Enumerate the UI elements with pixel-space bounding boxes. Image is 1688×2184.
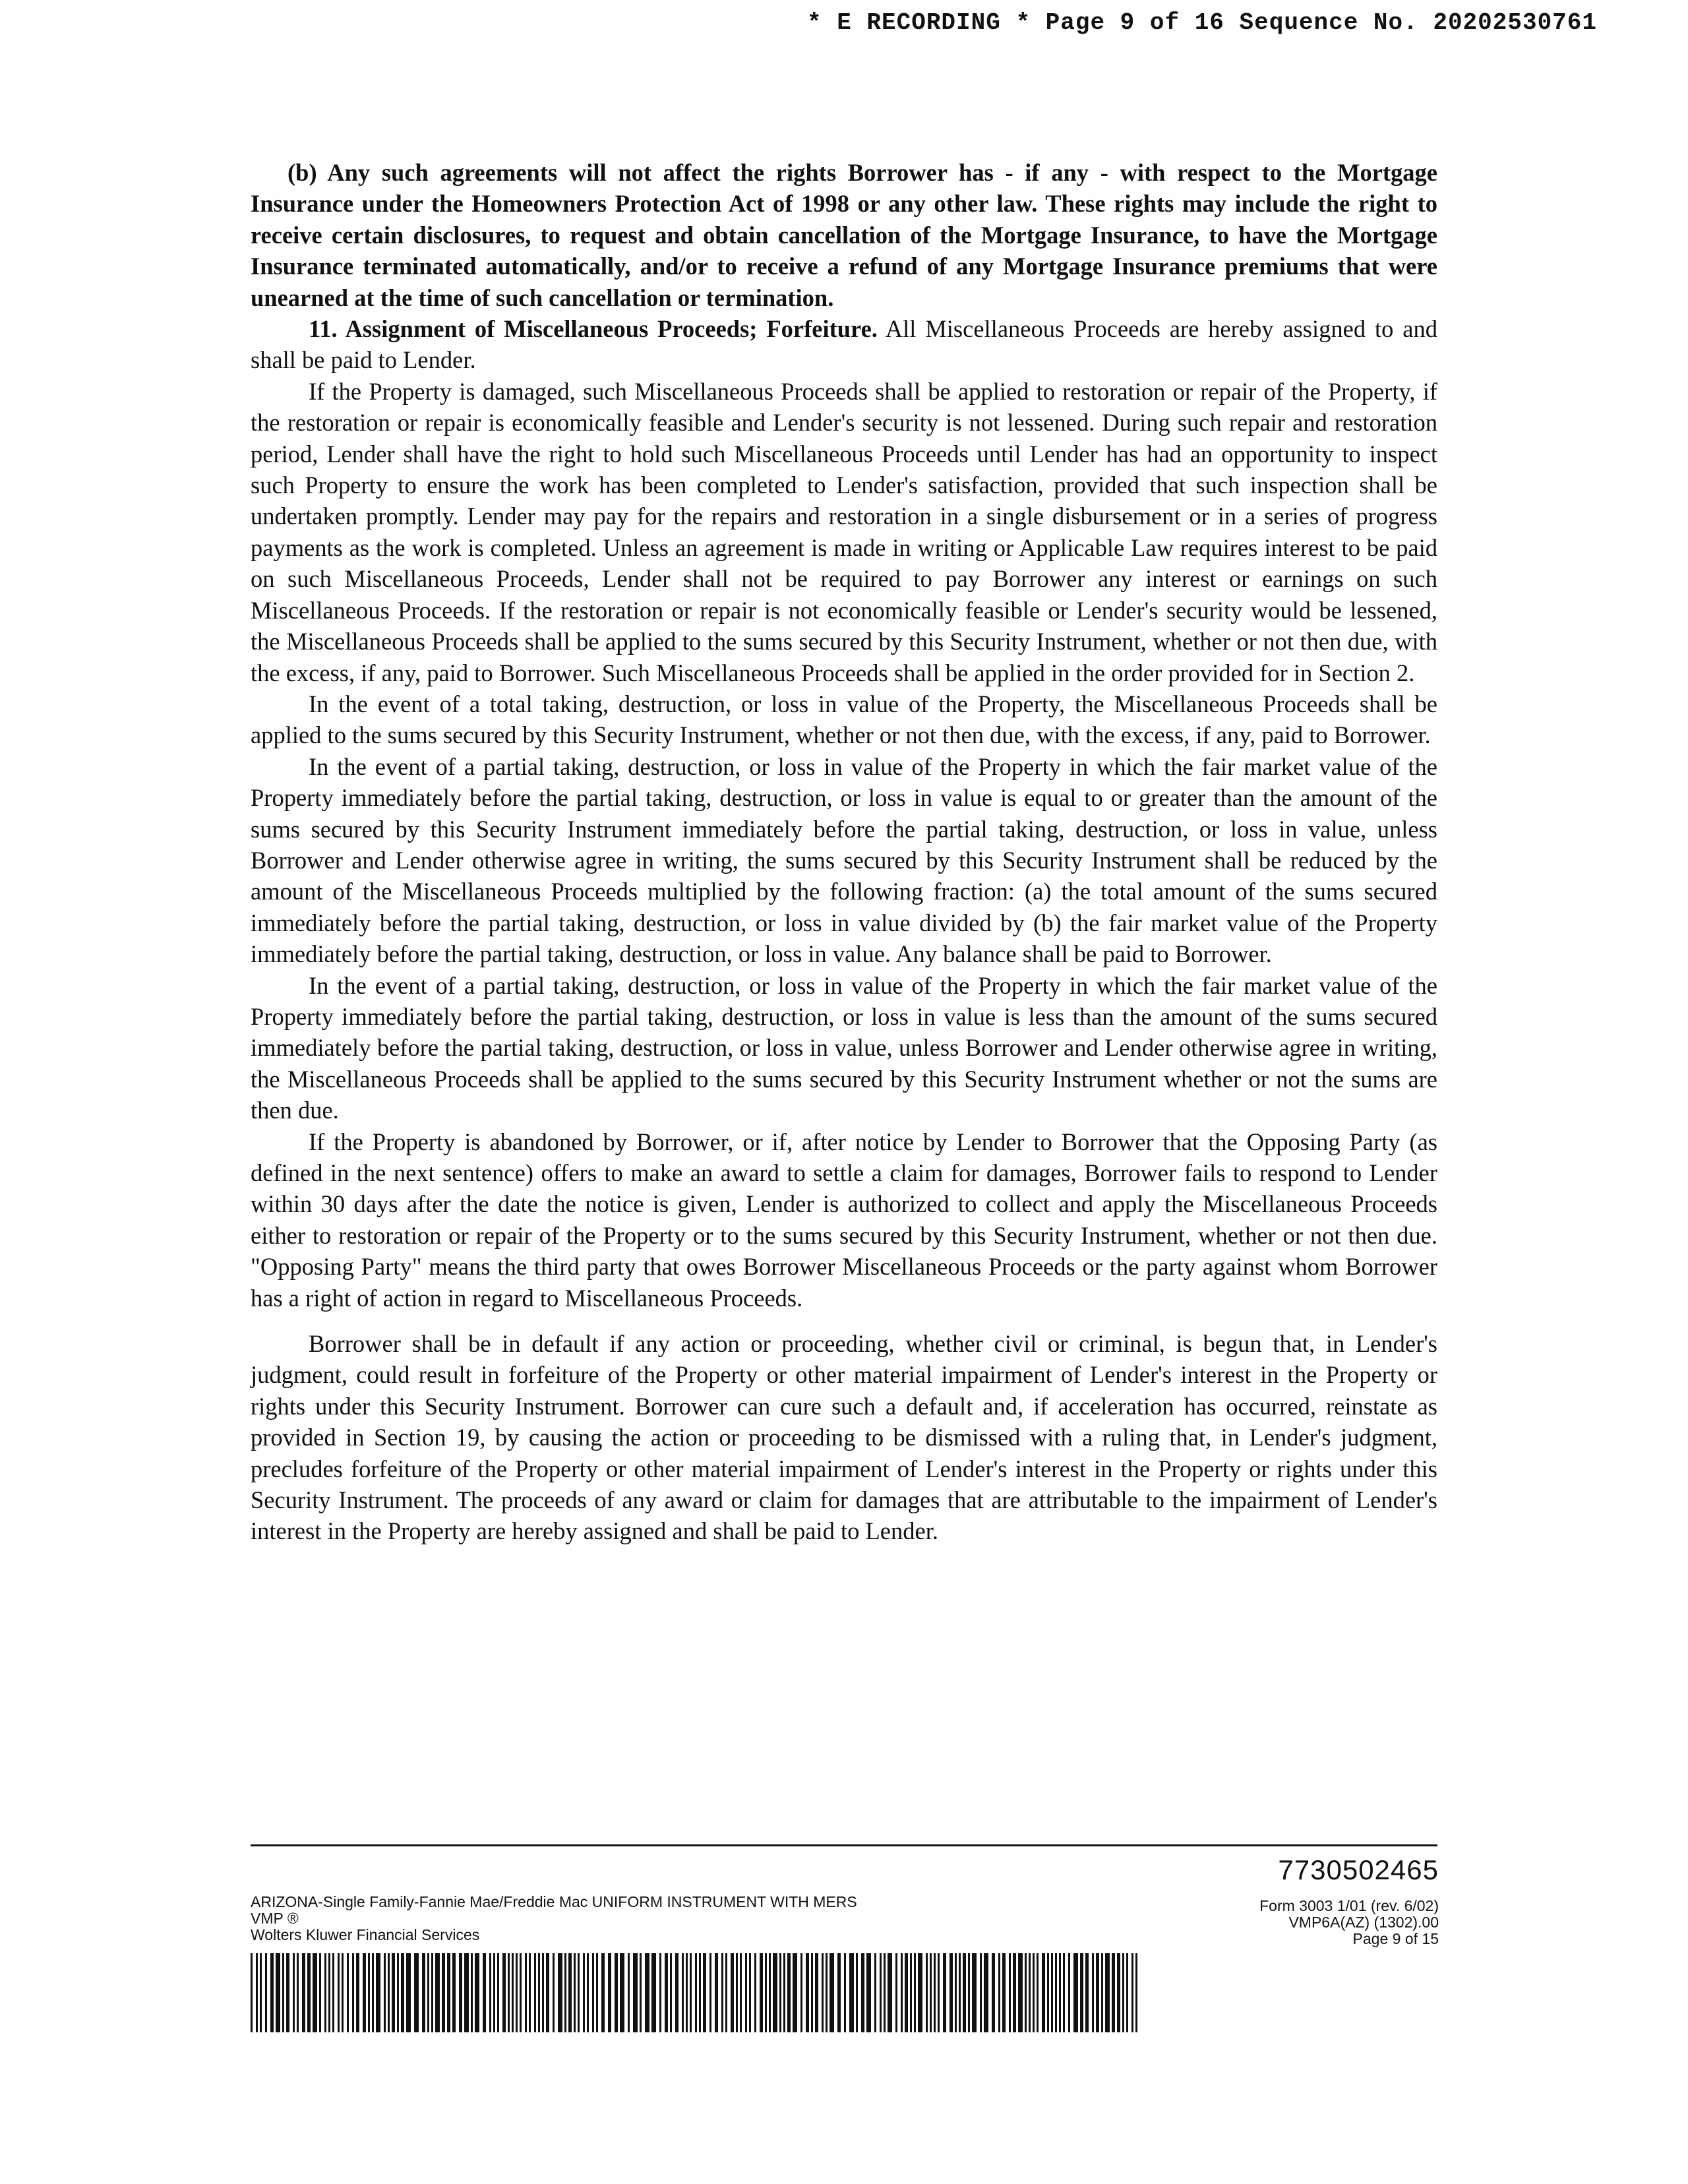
barcode-bar [615,1953,618,2032]
barcode-bar [943,1953,946,2032]
barcode-bar [307,1953,311,2032]
barcode-bar [659,1953,661,2032]
barcode-bar [725,1953,727,2032]
barcode-bar [422,1953,425,2032]
barcode-bar [1073,1953,1078,2032]
barcode-bar [542,1953,544,2032]
barcode-bar [773,1953,777,2032]
barcode-bar [282,1953,284,2032]
paragraph-total-taking: In the event of a total taking, destruction, or loss in value of the Property, the Miscellaneous Proceeds shall be applied to the sums secured by this Security Instrument, whether or not then due, with the excess, if any, paid to Borrower. [251,690,1437,749]
barcode-bar [980,1953,982,2032]
barcode-bar [984,1953,988,2032]
barcode-bar [1092,1953,1094,2032]
barcode-bar [270,1953,274,2032]
barcode-bar [874,1953,876,2032]
barcode-bar [596,1953,598,2032]
barcode-bar [856,1953,858,2032]
barcode-bar [749,1953,751,2032]
barcode-bar [1068,1953,1070,2032]
barcode-bar [651,1953,656,2032]
barcode-bar [1063,1953,1065,2032]
barcode-bar [328,1953,330,2032]
barcode-bar [901,1953,903,2032]
barcode-bar [760,1953,763,2032]
barcode [251,1953,1141,2032]
barcode-bar [401,1953,404,2032]
barcode-bar [740,1953,742,2032]
barcode-bar [811,1953,813,2032]
barcode-bar [1018,1953,1023,2032]
barcode-bar [787,1953,791,2032]
barcode-bar [736,1953,738,2032]
barcode-bar [769,1953,771,2032]
barcode-bar [520,1953,522,2032]
barcode-bar [392,1953,395,2032]
barcode-bar [992,1953,995,2032]
barcode-bar [731,1953,734,2032]
barcode-bar [1059,1953,1061,2032]
barcode-bar [502,1953,506,2032]
barcode-bar [512,1953,514,2032]
barcode-bar [534,1953,536,2032]
barcode-bar [1055,1953,1057,2032]
footer-form-codes [1109,1898,1439,1947]
barcode-bar [955,1953,957,2032]
barcode-graphic [251,1953,1141,2032]
section-11-text: All Miscellaneous Proceeds are hereby assigned to and shall be paid to Lender. [251,315,1437,374]
barcode-bar [699,1953,701,2032]
barcode-bar [276,1953,280,2032]
barcode-bar [452,1953,456,2032]
barcode-bar [905,1953,908,2032]
barcode-bar [297,1953,299,2032]
barcode-bar [1096,1953,1099,2032]
publisher: Wolters Kluwer Financial Services [251,1926,480,1943]
barcode-bar [564,1953,566,2032]
barcode-bar [721,1953,723,2032]
barcode-bar [709,1953,711,2032]
barcode-bar [608,1953,611,2032]
barcode-bar [1117,1953,1120,2032]
barcode-bar [793,1953,797,2032]
barcode-bar [695,1953,697,2032]
barcode-bar [427,1953,429,2032]
barcode-bar [493,1953,495,2032]
barcode-bar [754,1953,756,2032]
barcode-bar [1112,1953,1115,2032]
section-11 [251,313,1437,376]
paragraph-abandoned: If the Property is abandoned by Borrower, or if, after notice by Lender to Borrower that the Opposing Party (as defined in the next sentence) offers to make an award to settle a claim for damages, Borrower fails to respond to Lender within 30 days after the date the notice is given, Lender is authorized to collect and apply the Miscellaneous Proceeds either to restoration or repair of the Property or to the sums secured by this Security Instrument, whether or not then due. "Opposing Party" means the third party that owes Borrower Miscellaneous Proceeds or the party against whom Borrower has a right of action in regard to Miscellaneous Proceeds. [251,1128,1437,1312]
barcode-bar [690,1953,692,2032]
barcode-bar [765,1953,767,2032]
barcode-bar [1029,1953,1031,2032]
barcode-bar [1131,1953,1133,2032]
barcode-bar [414,1953,419,2032]
barcode-bar [592,1953,594,2032]
barcode-bar [1047,1953,1049,2032]
paragraph-damaged: If the Property is damaged, such Miscellaneous Proceeds shall be applied to restoration or repair of the Property, if the restoration or repair is economically feasible and Lender's security is not lessened. During such repair and restoration period, Lender shall have the right to hold such Miscellaneous Proceeds until Lender has had an opportunity to inspect such Property to ensure the work has been completed to Lender's satisfaction, provided that such inspection shall be undertaken promptly. Lender may pay for the repairs and restoration in a single disbursement or in a series of progress payments as the work is completed. Unless an agreement is made in writing or Applicable Law requires interest to be paid on such Miscellaneous Proceeds, Lender shall not be required to pay Borrower any interest or earnings on such Miscellaneous Proceeds. If the restoration or repair is not economically feasible or Lender's security would be lessened, the Miscellaneous Proceeds shall be applied to the sums secured by this Security Instrument, whether or not then due, with the excess, if any, paid to Borrower. Such Miscellaneous Proceeds shall be applied in the order provided for in Section 2. [251,377,1437,686]
barcode-bar [1122,1953,1124,2032]
barcode-bar [1033,1953,1035,2032]
barcode-bar [546,1953,549,2032]
document-body [251,157,1437,1547]
barcode-bar [1085,1953,1089,2032]
barcode-bar [338,1953,340,2032]
barcode-bar [968,1953,970,2032]
barcode-bar [628,1953,630,2032]
barcode-bar [302,1953,305,2032]
barcode-bar [435,1953,440,2032]
barcode-bar [538,1953,540,2032]
barcode-bar [963,1953,966,2032]
form-number: Form 3003 1/01 (rev. 6/02) [1259,1897,1439,1914]
paragraph-partial-taking-less: In the event of a partial taking, destruction, or loss in value of the Property in which the fair market value of the Property immediately before the partial taking, destruction, or loss in value is less than the amount of the sums secured immediately before the partial taking, destruction, or loss in value, unless Borrower and Lender otherwise agree in writing, the Miscellaneous Proceeds shall be applied to the sums secured by this Security Instrument whether or not the sums are then due. [251,971,1437,1124]
barcode-bar [1042,1953,1045,2032]
barcode-bar [1105,1953,1110,2032]
barcode-bar [620,1953,624,2032]
barcode-bar [568,1953,572,2032]
barcode-bar [525,1953,527,2032]
loan-number: 7730502465 [1278,1854,1439,1885]
barcode-bar [265,1953,267,2032]
barcode-bar [703,1953,706,2032]
barcode-bar [508,1953,510,2032]
barcode-bar [888,1953,892,2032]
barcode-bar [1051,1953,1053,2032]
barcode-bar [368,1953,370,2032]
barcode-bar [645,1953,649,2032]
barcode-bar [837,1953,841,2032]
barcode-bar [251,1953,253,2032]
barcode-bar [914,1953,916,2032]
barcode-bar [475,1953,479,2032]
barcode-bar [529,1953,531,2032]
barcode-bar [1135,1953,1137,2032]
page-number: Page 9 of 15 [1352,1930,1439,1947]
barcode-bar [829,1953,834,2032]
barcode-bar [356,1953,359,2032]
barcode-bar [313,1953,317,2032]
barcode-bar [779,1953,781,2032]
barcode-bar [849,1953,854,2032]
barcode-bar [640,1953,642,2032]
barcode-bar [587,1953,589,2032]
barcode-bar [715,1953,718,2032]
barcode-bar [910,1953,912,2032]
barcode-bar [459,1953,462,2032]
barcode-bar [483,1953,486,2032]
barcode-bar [1037,1953,1039,2032]
barcode-bar [880,1953,882,2032]
barcode-bar [388,1953,390,2032]
paragraph-default: Borrower shall be in default if any action or proceeding, whether civil or criminal, is begun that, in Lender's judgment, could result in forfeiture of the Property or other material impairment of Lender's interest in the Property or rights under this Security Instrument. Borrower can cure such a default and, if acceleration has occurred, reinstate as provided in Section 19, by causing the action or proceeding to be dismissed with a ruling that, in Lender's judgment, precludes forfeiture of the Property or other material impairment of Lender's interest in the Property or rights under this Security Instrument. The proceeds of any award or claim for damages that are attributable to the impairment of Lender's interest in the Property are hereby assigned and shall be paid to Lender. [251,1330,1437,1545]
barcode-bar [293,1953,295,2032]
barcode-bar [815,1953,818,2032]
barcode-bar [866,1953,871,2032]
form-title: ARIZONA-Single Family-Fannie Mae/Freddie Mac UNIFORM INSTRUMENT WITH MERS [251,1893,857,1910]
barcode-bar [926,1953,928,2032]
barcode-bar [950,1953,953,2032]
barcode-bar [745,1953,747,2032]
barcode-bar [861,1953,864,2032]
barcode-bar [1013,1953,1016,2032]
barcode-bar [319,1953,321,2032]
barcode-bar [682,1953,684,2032]
barcode-bar [553,1953,555,2032]
footer-divider [251,1844,1437,1846]
barcode-bar [1126,1953,1128,2032]
barcode-bar [406,1953,411,2032]
barcode-bar [938,1953,940,2032]
barcode-bar [352,1953,354,2032]
barcode-bar [583,1953,585,2032]
barcode-bar [347,1953,349,2032]
barcode-bar [447,1953,450,2032]
barcode-bar [800,1953,802,2032]
paragraph-partial-taking-equal: In the event of a partial taking, destruction, or loss in value of the Property in which the fair market value of the Property immediately before the partial taking, destruction, or loss in value is equal to or greater than the amount of the sums secured by this Security Instrument immediately before the partial taking, destruction, or loss in value, unless Borrower and Lender otherwise agree in writing, the sums secured by this Security Instrument shall be reduced by the amount of the Miscellaneous Proceeds multiplied by the following fraction: (a) the total amount of the sums secured immediately before the partial taking, destruction, or loss in value divided by (b) the fair market value of the Property immediately before the partial taking, destruction, or loss in value. Any balance shall be paid to Borrower. [251,752,1437,968]
barcode-bar [578,1953,580,2032]
barcode-bar [286,1953,289,2032]
barcode-bar [895,1953,897,2032]
barcode-bar [376,1953,380,2032]
barcode-bar [844,1953,846,2032]
vmp-mark: VMP ® [251,1910,299,1927]
barcode-bar [930,1953,932,2032]
barcode-bar [574,1953,576,2032]
barcode-bar [822,1953,824,2032]
barcode-bar [260,1953,262,2032]
barcode-bar [342,1953,344,2032]
barcode-bar [1080,1953,1083,2032]
barcode-bar [806,1953,809,2032]
barcode-bar [998,1953,1000,2032]
barcode-bar [675,1953,678,2032]
barcode-bar [884,1953,886,2032]
barcode-bar [665,1953,668,2032]
barcode-bar [1025,1953,1027,2032]
barcode-bar [516,1953,518,2032]
barcode-bar [431,1953,433,2032]
barcode-bar [1101,1953,1103,2032]
barcode-bar [256,1953,258,2032]
paragraph-b: (b) Any such agreements will not affect the rights Borrower has - if any - with respect to the Mortgage Insurance under the Homeowners Protection Act of 1998 or any other law. These rights may include the right to receive certain disclosures, to request and obtain cancellation of the Mortgage Insurance, to have the Mortgage Insurance terminated automatically, and/or to receive a refund of any Mortgage Insurance premiums that were unearned at the time of such cancellation or termination. [251,159,1437,311]
barcode-bar [497,1953,499,2032]
barcode-bar [972,1953,977,2032]
barcode-bar [464,1953,469,2032]
barcode-bar [471,1953,473,2032]
barcode-bar [670,1953,672,2032]
barcode-bar [601,1953,605,2032]
barcode-bar [397,1953,399,2032]
barcode-bar [686,1953,688,2032]
section-11-heading: 11. Assignment of Miscellaneous Proceeds; Forfeiture. [309,315,878,343]
recording-stamp: * E RECORDING * Page 9 of 16 Sequence No. 20202530761 [807,9,1597,36]
barcode-bar [558,1953,562,2032]
barcode-bar [918,1953,922,2032]
barcode-bar [934,1953,936,2032]
barcode-bar [633,1953,638,2032]
barcode-bar [1002,1953,1006,2032]
barcode-bar [384,1953,386,2032]
barcode-bar [1009,1953,1011,2032]
barcode-bar [442,1953,445,2032]
barcode-bar [959,1953,961,2032]
barcode-bar [324,1953,326,2032]
barcode-bar [826,1953,828,2032]
barcode-bar [783,1953,785,2032]
barcode-bar [489,1953,491,2032]
form-code: VMP6A(AZ) (1302).00 [1288,1914,1439,1931]
barcode-bar [372,1953,374,2032]
barcode-bar [363,1953,366,2032]
footer-form-info [251,1894,1042,1943]
barcode-bar [332,1953,334,2032]
